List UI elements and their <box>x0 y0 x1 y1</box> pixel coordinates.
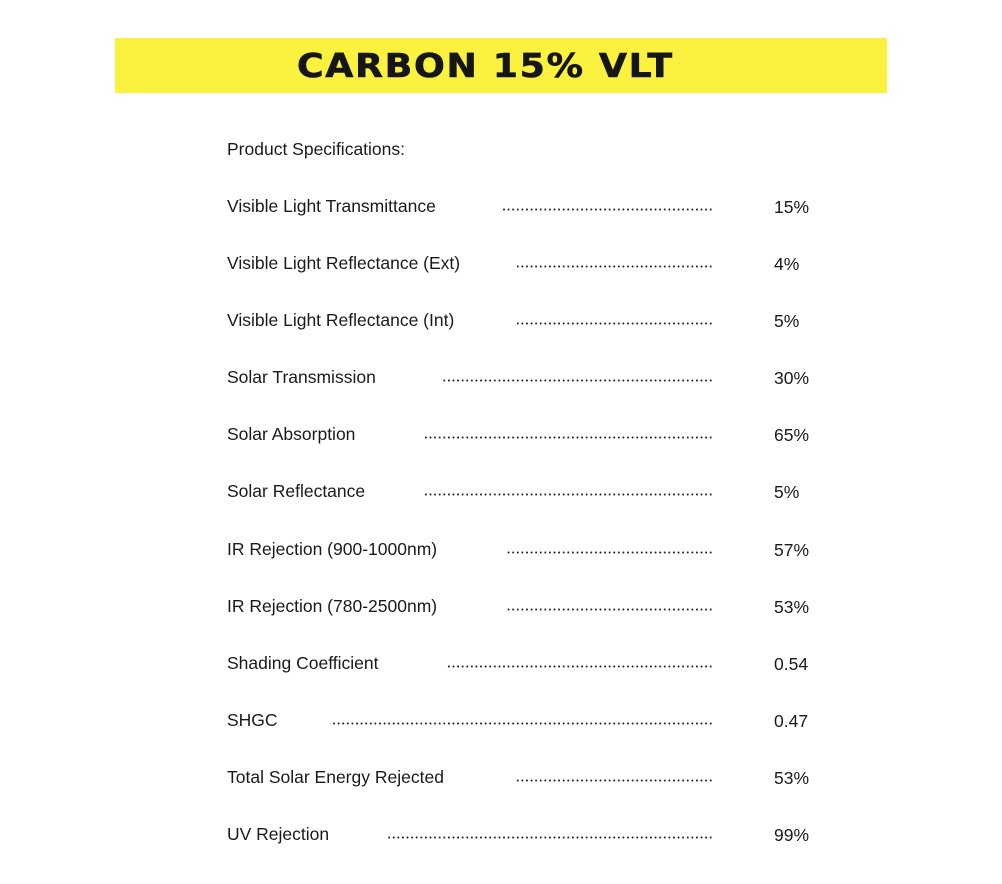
dotted-leader <box>507 608 713 611</box>
spec-label: Total Solar Energy Rejected <box>227 767 444 787</box>
dotted-leader <box>503 208 713 211</box>
spec-row-visible-light-transmittance <box>227 195 827 219</box>
spec-label: Visible Light Transmittance <box>227 196 436 216</box>
spec-label: Solar Absorption <box>227 424 356 444</box>
page-title: CARBON 15% VLT <box>297 46 674 85</box>
spec-value: 4% <box>774 254 800 274</box>
dotted-leader <box>517 322 713 325</box>
dotted-leader <box>330 722 713 725</box>
spec-label: Solar Reflectance <box>227 481 366 501</box>
spec-value: 53% <box>774 597 810 617</box>
title-banner <box>115 38 887 93</box>
spec-value: 0.47 <box>774 711 809 731</box>
section-heading: Product Specifications: <box>227 139 406 159</box>
dotted-leader <box>515 779 713 782</box>
spec-row-total-solar-energy-rejected <box>227 766 827 790</box>
spec-value: 30% <box>774 368 810 388</box>
spec-value: 15% <box>774 197 810 217</box>
spec-value: 65% <box>774 425 810 445</box>
spec-label: SHGC <box>227 710 278 730</box>
spec-label: Solar Transmission <box>227 367 376 387</box>
spec-row-ir-rejection-780-2500nm <box>227 595 827 619</box>
spec-row-shgc <box>227 709 827 733</box>
spec-label: Shading Coefficient <box>227 653 379 673</box>
dotted-leader <box>386 836 713 839</box>
dotted-leader <box>442 379 713 382</box>
spec-row-solar-transmission <box>227 366 827 390</box>
spec-label: Visible Light Reflectance (Ext) <box>227 253 461 273</box>
spec-row-solar-reflectance <box>227 480 827 504</box>
dotted-leader <box>517 265 713 268</box>
spec-row-visible-light-reflectance-int <box>227 309 827 333</box>
spec-row-solar-absorption <box>227 423 827 447</box>
spec-value: 5% <box>774 482 800 502</box>
spec-row-visible-light-reflectance-ext <box>227 252 827 276</box>
spec-label: UV Rejection <box>227 824 330 844</box>
spec-label: Visible Light Reflectance (Int) <box>227 310 455 330</box>
spec-value: 99% <box>774 825 810 845</box>
spec-value: 53% <box>774 768 810 788</box>
spec-value: 57% <box>774 540 810 560</box>
dotted-leader <box>447 665 713 668</box>
spec-label: IR Rejection (780-2500nm) <box>227 596 438 616</box>
spec-value: 5% <box>774 311 800 331</box>
dotted-leader <box>424 493 713 496</box>
spec-row-shading-coefficient <box>227 652 827 676</box>
spec-label: IR Rejection (900-1000nm) <box>227 539 438 559</box>
dotted-leader <box>424 436 713 439</box>
spec-value: 0.54 <box>774 654 809 674</box>
spec-row-ir-rejection-900-1000nm <box>227 538 827 562</box>
spec-row-uv-rejection <box>227 823 827 847</box>
dotted-leader <box>507 551 713 554</box>
